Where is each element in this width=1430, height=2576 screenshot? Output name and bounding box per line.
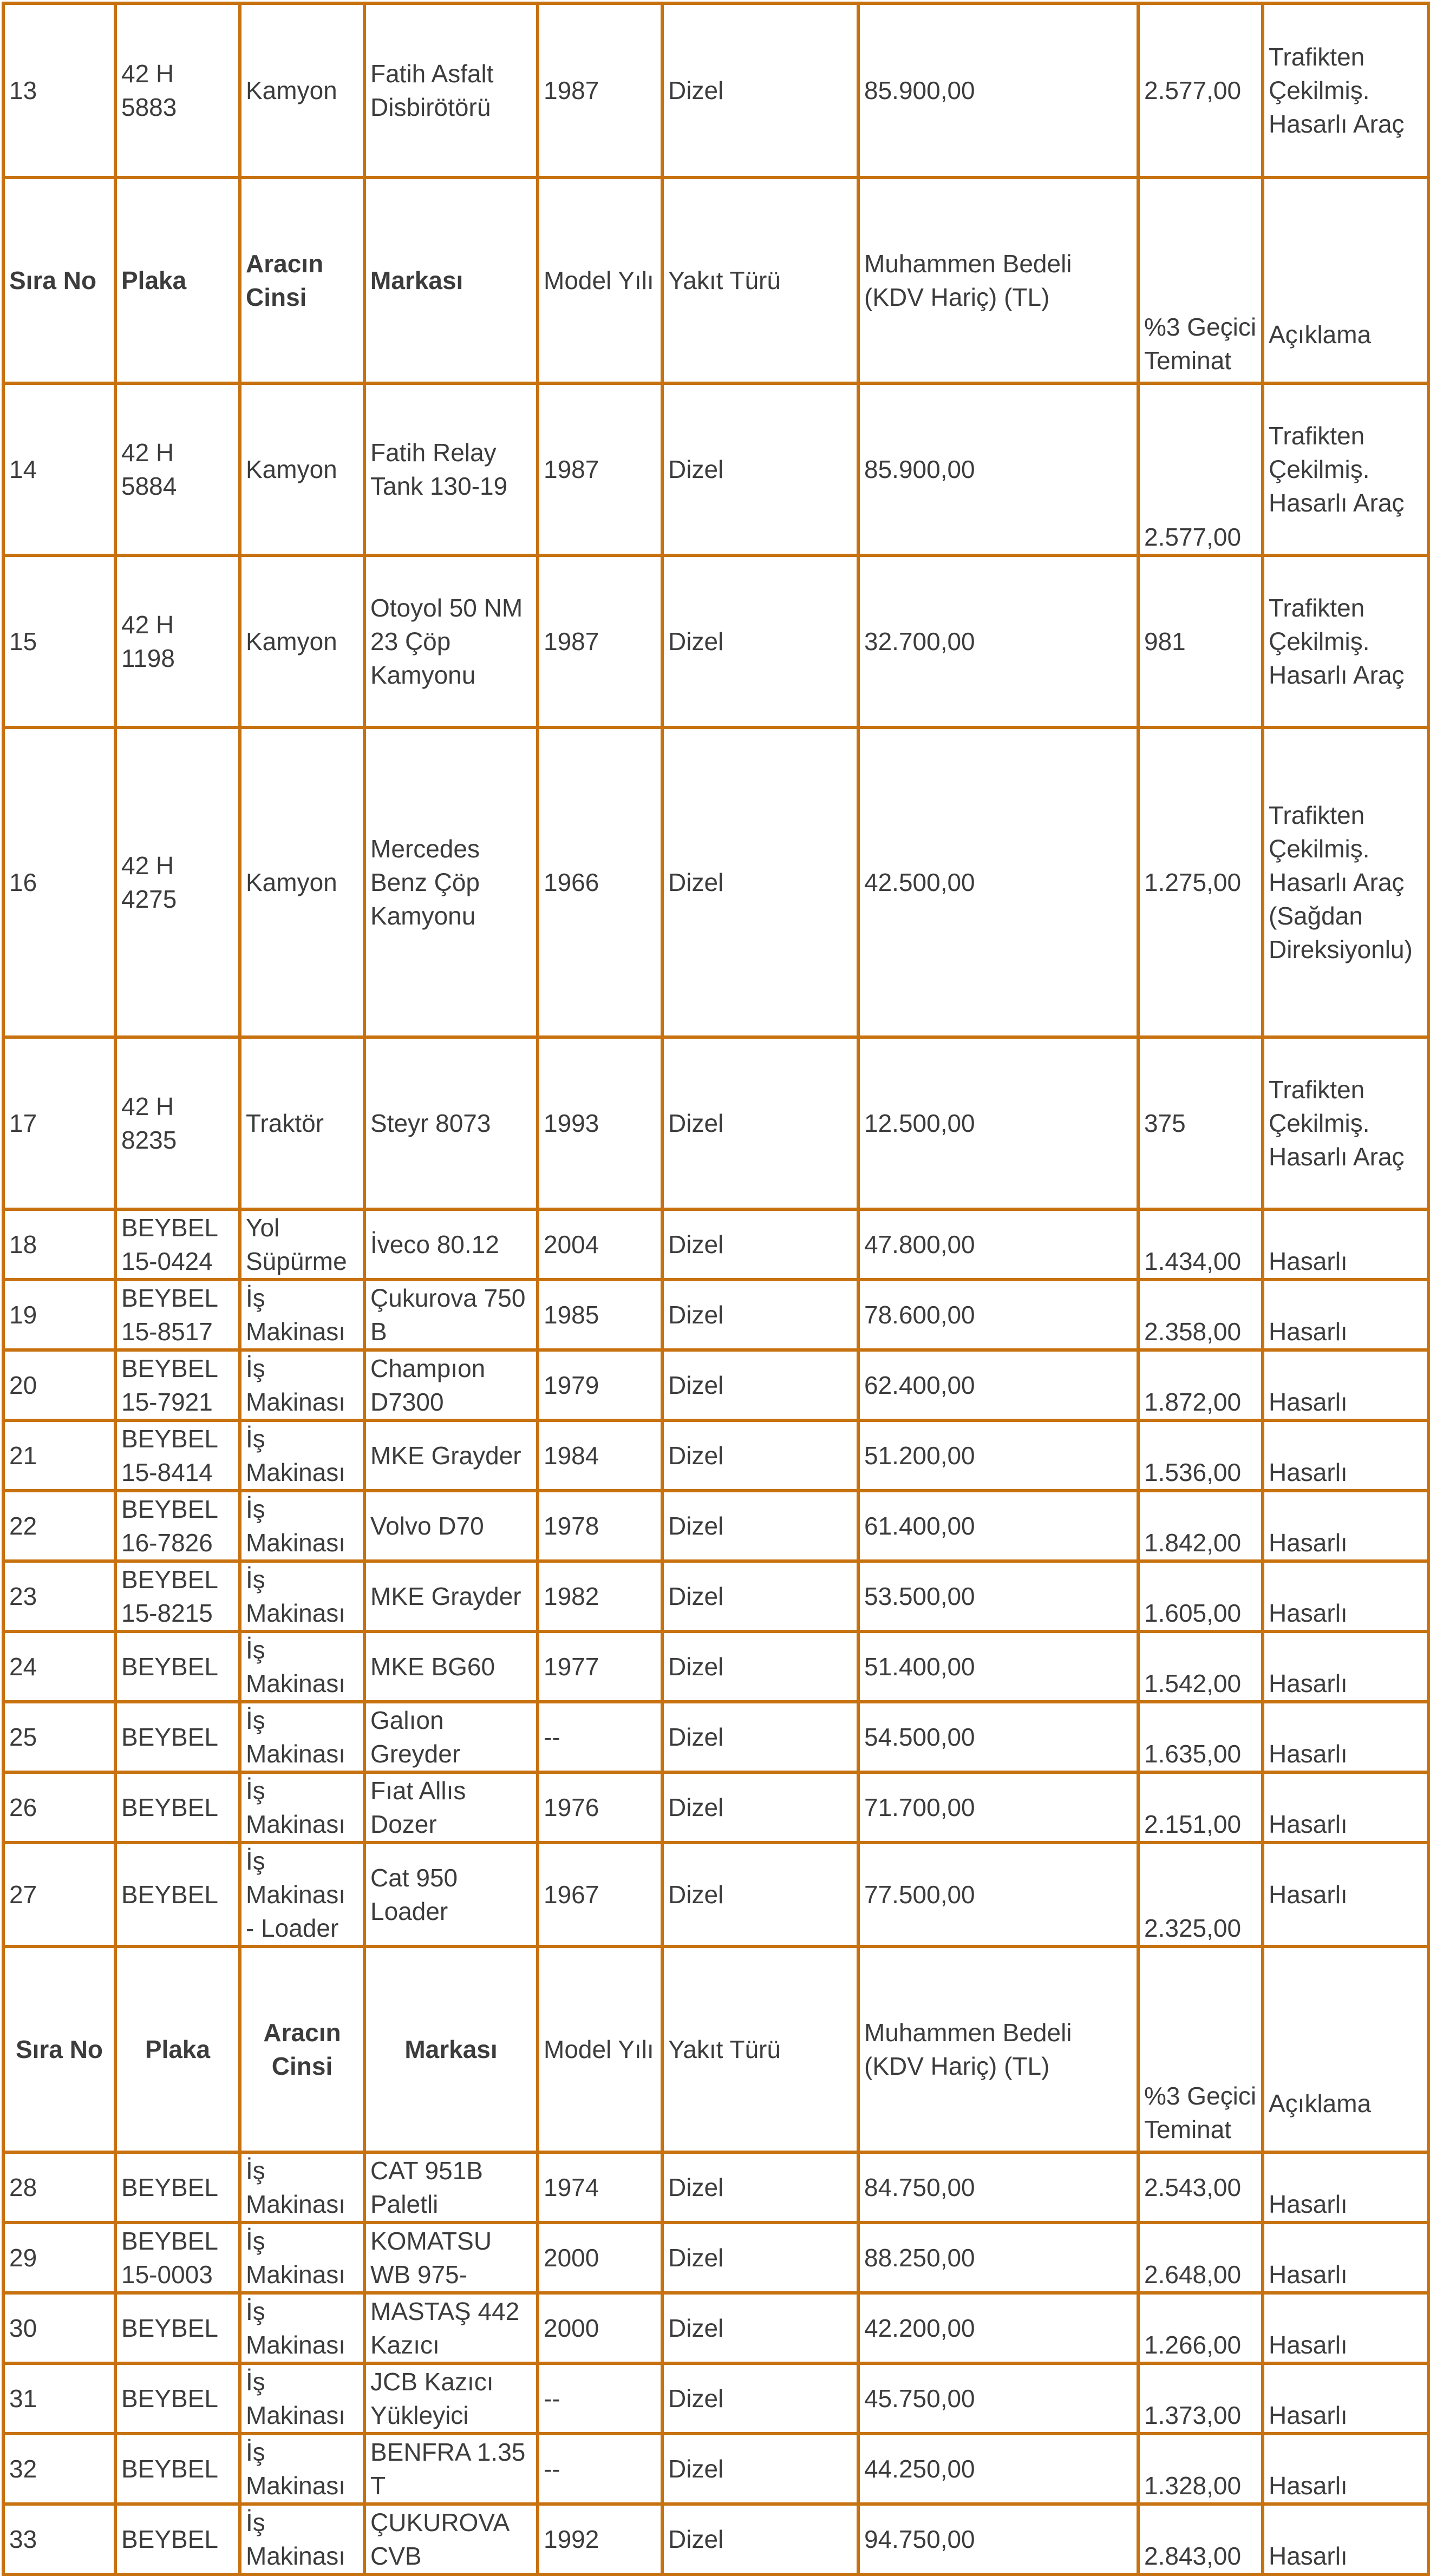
cell-sira-no: 13 [3, 3, 115, 178]
cell-sira-no: 27 [3, 1843, 115, 1946]
cell-marka: MKE Grayder [364, 1561, 538, 1631]
cell-aciklama: Hasarlı [1263, 2504, 1428, 2574]
cell-model: 2000 [538, 2293, 662, 2363]
cell-aciklama: Hasarlı [1263, 1631, 1428, 1702]
cell-plaka: BEYBEL 15-7921 [115, 1350, 240, 1420]
header-gecici-teminat: %3 Geçici Teminat [1138, 178, 1263, 383]
cell-marka: Çukurova 750 B [364, 1280, 538, 1350]
cell-sira-no: 21 [3, 1420, 115, 1491]
cell-bedel: 53.500,00 [858, 1561, 1138, 1631]
cell-sira-no: 17 [3, 1037, 115, 1209]
cell-plaka: 42 H 5884 [115, 383, 240, 555]
cell-marka: JCB Kazıcı Yükleyici [364, 2363, 538, 2434]
cell-bedel: 71.700,00 [858, 1772, 1138, 1843]
cell-sira-no: 33 [3, 2504, 115, 2574]
table-row [3, 2504, 1428, 2574]
cell-yakit: Dizel [662, 555, 858, 727]
cell-bedel: 84.750,00 [858, 2152, 1138, 2223]
cell-marka: BENFRA 1.35 T [364, 2434, 538, 2504]
cell-cinsi: İş Makinası [240, 1350, 364, 1420]
vehicle-auction-table [2, 2, 1430, 2576]
cell-marka: Otoyol 50 NM 23 Çöp Kamyonu [364, 555, 538, 727]
table-row [3, 1280, 1428, 1350]
header-aracin-cinsi: Aracın Cinsi [240, 178, 364, 383]
cell-teminat: 1.266,00 [1138, 2293, 1263, 2363]
cell-marka: Fatih Relay Tank 130-19 [364, 383, 538, 555]
cell-teminat: 981 [1138, 555, 1263, 727]
cell-plaka: BEYBEL 15-8215 [115, 1561, 240, 1631]
cell-aciklama: Hasarlı [1263, 1491, 1428, 1561]
cell-sira-no: 23 [3, 1561, 115, 1631]
cell-plaka: BEYBEL 15-0003 [115, 2223, 240, 2293]
cell-teminat: 1.872,00 [1138, 1350, 1263, 1420]
cell-model: -- [538, 1702, 662, 1772]
cell-cinsi: Kamyon [240, 727, 364, 1037]
cell-sira-no: 25 [3, 1702, 115, 1772]
cell-aciklama: Hasarlı [1263, 1843, 1428, 1946]
cell-model: 1976 [538, 1772, 662, 1843]
cell-aciklama: Hasarlı [1263, 1420, 1428, 1491]
cell-model: 1967 [538, 1843, 662, 1946]
cell-bedel: 47.800,00 [858, 1209, 1138, 1280]
cell-sira-no: 24 [3, 1631, 115, 1702]
cell-teminat: 2.325,00 [1138, 1843, 1263, 1946]
cell-plaka: BEYBEL [115, 1843, 240, 1946]
cell-yakit: Dizel [662, 1420, 858, 1491]
cell-teminat: 1.842,00 [1138, 1491, 1263, 1561]
table-row [3, 2152, 1428, 2223]
cell-bedel: 51.200,00 [858, 1420, 1138, 1491]
cell-yakit: Dizel [662, 2293, 858, 2363]
cell-sira-no: 16 [3, 727, 115, 1037]
header-markasi: Markası [364, 178, 538, 383]
cell-model: 1979 [538, 1350, 662, 1420]
cell-sira-no: 20 [3, 1350, 115, 1420]
table-row [3, 1350, 1428, 1420]
cell-plaka: BEYBEL 16-7826 [115, 1491, 240, 1561]
cell-bedel: 32.700,00 [858, 555, 1138, 727]
cell-aciklama: Hasarlı [1263, 1702, 1428, 1772]
cell-cinsi: Yol Süpürme [240, 1209, 364, 1280]
cell-model: 1977 [538, 1631, 662, 1702]
cell-cinsi: İş Makinası [240, 2363, 364, 2434]
cell-model: -- [538, 2363, 662, 2434]
cell-cinsi: İş Makinası [240, 2504, 364, 2574]
cell-model: 1987 [538, 555, 662, 727]
cell-yakit: Dizel [662, 2223, 858, 2293]
cell-model: 2000 [538, 2223, 662, 2293]
cell-bedel: 77.500,00 [858, 1843, 1138, 1946]
table-row [3, 555, 1428, 727]
cell-marka: Cat 950 Loader [364, 1843, 538, 1946]
cell-bedel: 88.250,00 [858, 2223, 1138, 2293]
cell-plaka: 42 H 5883 [115, 3, 240, 178]
cell-teminat: 1.635,00 [1138, 1702, 1263, 1772]
cell-yakit: Dizel [662, 1772, 858, 1843]
cell-cinsi: İş Makinası [240, 1631, 364, 1702]
cell-sira-no: 14 [3, 383, 115, 555]
cell-aciklama: Hasarlı [1263, 2152, 1428, 2223]
cell-cinsi: İş Makinası [240, 1491, 364, 1561]
cell-teminat: 1.275,00 [1138, 727, 1263, 1037]
cell-plaka: BEYBEL [115, 1631, 240, 1702]
cell-teminat: 2.648,00 [1138, 2223, 1263, 2293]
cell-marka: Volvo D70 [364, 1491, 538, 1561]
cell-cinsi: Traktör [240, 1037, 364, 1209]
cell-cinsi: İş Makinası [240, 1280, 364, 1350]
cell-sira-no: 15 [3, 555, 115, 727]
cell-plaka: BEYBEL 15-8414 [115, 1420, 240, 1491]
cell-plaka: BEYBEL [115, 1702, 240, 1772]
cell-aciklama: Hasarlı [1263, 2293, 1428, 2363]
cell-teminat: 2.577,00 [1138, 383, 1263, 555]
cell-marka: MKE BG60 [364, 1631, 538, 1702]
cell-plaka: 42 H 1198 [115, 555, 240, 727]
cell-aciklama: Hasarlı [1263, 2363, 1428, 2434]
header-row [3, 178, 1428, 383]
table-row [3, 1209, 1428, 1280]
cell-aciklama: Trafikten Çekilmiş. Hasarlı Araç [1263, 383, 1428, 555]
cell-sira-no: 28 [3, 2152, 115, 2223]
header-plaka: Plaka [115, 1946, 240, 2152]
cell-bedel: 85.900,00 [858, 3, 1138, 178]
cell-teminat: 375 [1138, 1037, 1263, 1209]
cell-yakit: Dizel [662, 727, 858, 1037]
cell-teminat: 2.151,00 [1138, 1772, 1263, 1843]
cell-marka: Champıon D7300 [364, 1350, 538, 1420]
cell-plaka: BEYBEL [115, 2293, 240, 2363]
cell-yakit: Dizel [662, 1491, 858, 1561]
header-row [3, 1946, 1428, 2152]
cell-bedel: 12.500,00 [858, 1037, 1138, 1209]
table-row [3, 1037, 1428, 1209]
cell-yakit: Dizel [662, 2504, 858, 2574]
cell-cinsi: Kamyon [240, 555, 364, 727]
cell-teminat: 2.543,00 [1138, 2152, 1263, 2223]
cell-sira-no: 22 [3, 1491, 115, 1561]
header-sira-no: Sıra No [3, 178, 115, 383]
cell-plaka: 42 H 4275 [115, 727, 240, 1037]
cell-marka: Mercedes Benz Çöp Kamyonu [364, 727, 538, 1037]
cell-yakit: Dizel [662, 1843, 858, 1946]
cell-model: 2004 [538, 1209, 662, 1280]
cell-yakit: Dizel [662, 1561, 858, 1631]
cell-aciklama: Hasarlı [1263, 1772, 1428, 1843]
cell-model: 1984 [538, 1420, 662, 1491]
cell-model: 1966 [538, 727, 662, 1037]
cell-yakit: Dizel [662, 1209, 858, 1280]
cell-bedel: 85.900,00 [858, 383, 1138, 555]
cell-aciklama: Trafikten Çekilmiş. Hasarlı Araç [1263, 555, 1428, 727]
cell-plaka: BEYBEL [115, 2504, 240, 2574]
cell-teminat: 2.358,00 [1138, 1280, 1263, 1350]
table-row [3, 1772, 1428, 1843]
cell-bedel: 78.600,00 [858, 1280, 1138, 1350]
cell-marka: KOMATSU WB 975- [364, 2223, 538, 2293]
cell-cinsi: İş Makinası [240, 2293, 364, 2363]
cell-aciklama: Trafikten Çekilmiş. Hasarlı Araç (Sağdan Direksiyonlu) [1263, 727, 1428, 1037]
cell-marka: MKE Grayder [364, 1420, 538, 1491]
cell-model: 1982 [538, 1561, 662, 1631]
cell-marka: Fatih Asfalt Disbirötörü [364, 3, 538, 178]
cell-yakit: Dizel [662, 1702, 858, 1772]
header-aciklama: Açıklama [1263, 178, 1428, 383]
cell-yakit: Dizel [662, 2363, 858, 2434]
header-muhammen-bedeli: Muhammen Bedeli (KDV Hariç) (TL) [858, 178, 1138, 383]
cell-yakit: Dizel [662, 1350, 858, 1420]
cell-bedel: 54.500,00 [858, 1702, 1138, 1772]
table-row [3, 2223, 1428, 2293]
header-model-yili: Model Yılı [538, 1946, 662, 2152]
table-row [3, 727, 1428, 1037]
cell-teminat: 1.328,00 [1138, 2434, 1263, 2504]
cell-plaka: BEYBEL [115, 1772, 240, 1843]
cell-aciklama: Trafikten Çekilmiş. Hasarlı Araç [1263, 1037, 1428, 1209]
cell-marka: Steyr 8073 [364, 1037, 538, 1209]
cell-aciklama: Hasarlı [1263, 1561, 1428, 1631]
cell-cinsi: İş Makinası [240, 1561, 364, 1631]
cell-teminat: 1.373,00 [1138, 2363, 1263, 2434]
cell-sira-no: 29 [3, 2223, 115, 2293]
cell-cinsi: Kamyon [240, 3, 364, 178]
cell-plaka: BEYBEL 15-0424 [115, 1209, 240, 1280]
table-row [3, 3, 1428, 178]
cell-marka: Fıat Allıs Dozer [364, 1772, 538, 1843]
cell-bedel: 42.500,00 [858, 727, 1138, 1037]
cell-marka: MASTAŞ 442 Kazıcı [364, 2293, 538, 2363]
table-row [3, 2293, 1428, 2363]
cell-model: 1993 [538, 1037, 662, 1209]
cell-aciklama: Hasarlı [1263, 1280, 1428, 1350]
table-row [3, 1491, 1428, 1561]
cell-cinsi: İş Makinası [240, 1420, 364, 1491]
cell-model: 1987 [538, 383, 662, 555]
cell-marka: CAT 951B Paletli [364, 2152, 538, 2223]
cell-sira-no: 19 [3, 1280, 115, 1350]
table-row [3, 1702, 1428, 1772]
cell-bedel: 44.250,00 [858, 2434, 1138, 2504]
cell-cinsi: İş Makinası - Loader [240, 1843, 364, 1946]
cell-teminat: 1.434,00 [1138, 1209, 1263, 1280]
table-row [3, 1631, 1428, 1702]
cell-cinsi: Kamyon [240, 383, 364, 555]
cell-plaka: BEYBEL [115, 2363, 240, 2434]
cell-teminat: 1.605,00 [1138, 1561, 1263, 1631]
cell-yakit: Dizel [662, 1631, 858, 1702]
cell-model: 1992 [538, 2504, 662, 2574]
header-yakit-turu: Yakıt Türü [662, 1946, 858, 2152]
cell-model: 1985 [538, 1280, 662, 1350]
cell-aciklama: Hasarlı [1263, 2434, 1428, 2504]
header-gecici-teminat: %3 Geçici Teminat [1138, 1946, 1263, 2152]
cell-model: 1987 [538, 3, 662, 178]
table-row [3, 1843, 1428, 1946]
cell-marka: ÇUKUROVA CVB [364, 2504, 538, 2574]
cell-yakit: Dizel [662, 383, 858, 555]
cell-bedel: 42.200,00 [858, 2293, 1138, 2363]
cell-bedel: 61.400,00 [858, 1491, 1138, 1561]
cell-aciklama: Hasarlı [1263, 2223, 1428, 2293]
table-row [3, 2363, 1428, 2434]
cell-aciklama: Hasarlı [1263, 1350, 1428, 1420]
cell-bedel: 62.400,00 [858, 1350, 1138, 1420]
cell-marka: İveco 80.12 [364, 1209, 538, 1280]
cell-sira-no: 30 [3, 2293, 115, 2363]
cell-sira-no: 18 [3, 1209, 115, 1280]
header-yakit-turu: Yakıt Türü [662, 178, 858, 383]
cell-cinsi: İş Makinası [240, 2434, 364, 2504]
cell-teminat: 1.536,00 [1138, 1420, 1263, 1491]
header-muhammen-bedeli: Muhammen Bedeli (KDV Hariç) (TL) [858, 1946, 1138, 2152]
cell-teminat: 2.577,00 [1138, 3, 1263, 178]
header-markasi: Markası [364, 1946, 538, 2152]
cell-cinsi: İş Makinası [240, 1772, 364, 1843]
cell-model: 1978 [538, 1491, 662, 1561]
table-row [3, 1561, 1428, 1631]
cell-cinsi: İş Makinası [240, 2223, 364, 2293]
cell-model: 1974 [538, 2152, 662, 2223]
cell-sira-no: 26 [3, 1772, 115, 1843]
table-row [3, 383, 1428, 555]
cell-teminat: 1.542,00 [1138, 1631, 1263, 1702]
cell-cinsi: İş Makinası [240, 2152, 364, 2223]
cell-teminat: 2.843,00 [1138, 2504, 1263, 2574]
cell-yakit: Dizel [662, 2434, 858, 2504]
cell-bedel: 51.400,00 [858, 1631, 1138, 1702]
header-aciklama: Açıklama [1263, 1946, 1428, 2152]
cell-yakit: Dizel [662, 1280, 858, 1350]
header-plaka: Plaka [115, 178, 240, 383]
cell-aciklama: Hasarlı [1263, 1209, 1428, 1280]
header-aracin-cinsi: Aracın Cinsi [240, 1946, 364, 2152]
table-row [3, 2434, 1428, 2504]
cell-yakit: Dizel [662, 1037, 858, 1209]
cell-yakit: Dizel [662, 3, 858, 178]
cell-aciklama: Trafikten Çekilmiş. Hasarlı Araç [1263, 3, 1428, 178]
header-model-yili: Model Yılı [538, 178, 662, 383]
cell-yakit: Dizel [662, 2152, 858, 2223]
cell-bedel: 94.750,00 [858, 2504, 1138, 2574]
cell-plaka: BEYBEL [115, 2152, 240, 2223]
header-sira-no: Sıra No [3, 1946, 115, 2152]
cell-plaka: 42 H 8235 [115, 1037, 240, 1209]
cell-model: -- [538, 2434, 662, 2504]
cell-sira-no: 31 [3, 2363, 115, 2434]
cell-plaka: BEYBEL [115, 2434, 240, 2504]
cell-cinsi: İş Makinası [240, 1702, 364, 1772]
cell-marka: Galıon Greyder [364, 1702, 538, 1772]
cell-sira-no: 32 [3, 2434, 115, 2504]
cell-bedel: 45.750,00 [858, 2363, 1138, 2434]
cell-plaka: BEYBEL 15-8517 [115, 1280, 240, 1350]
table-row [3, 1420, 1428, 1491]
